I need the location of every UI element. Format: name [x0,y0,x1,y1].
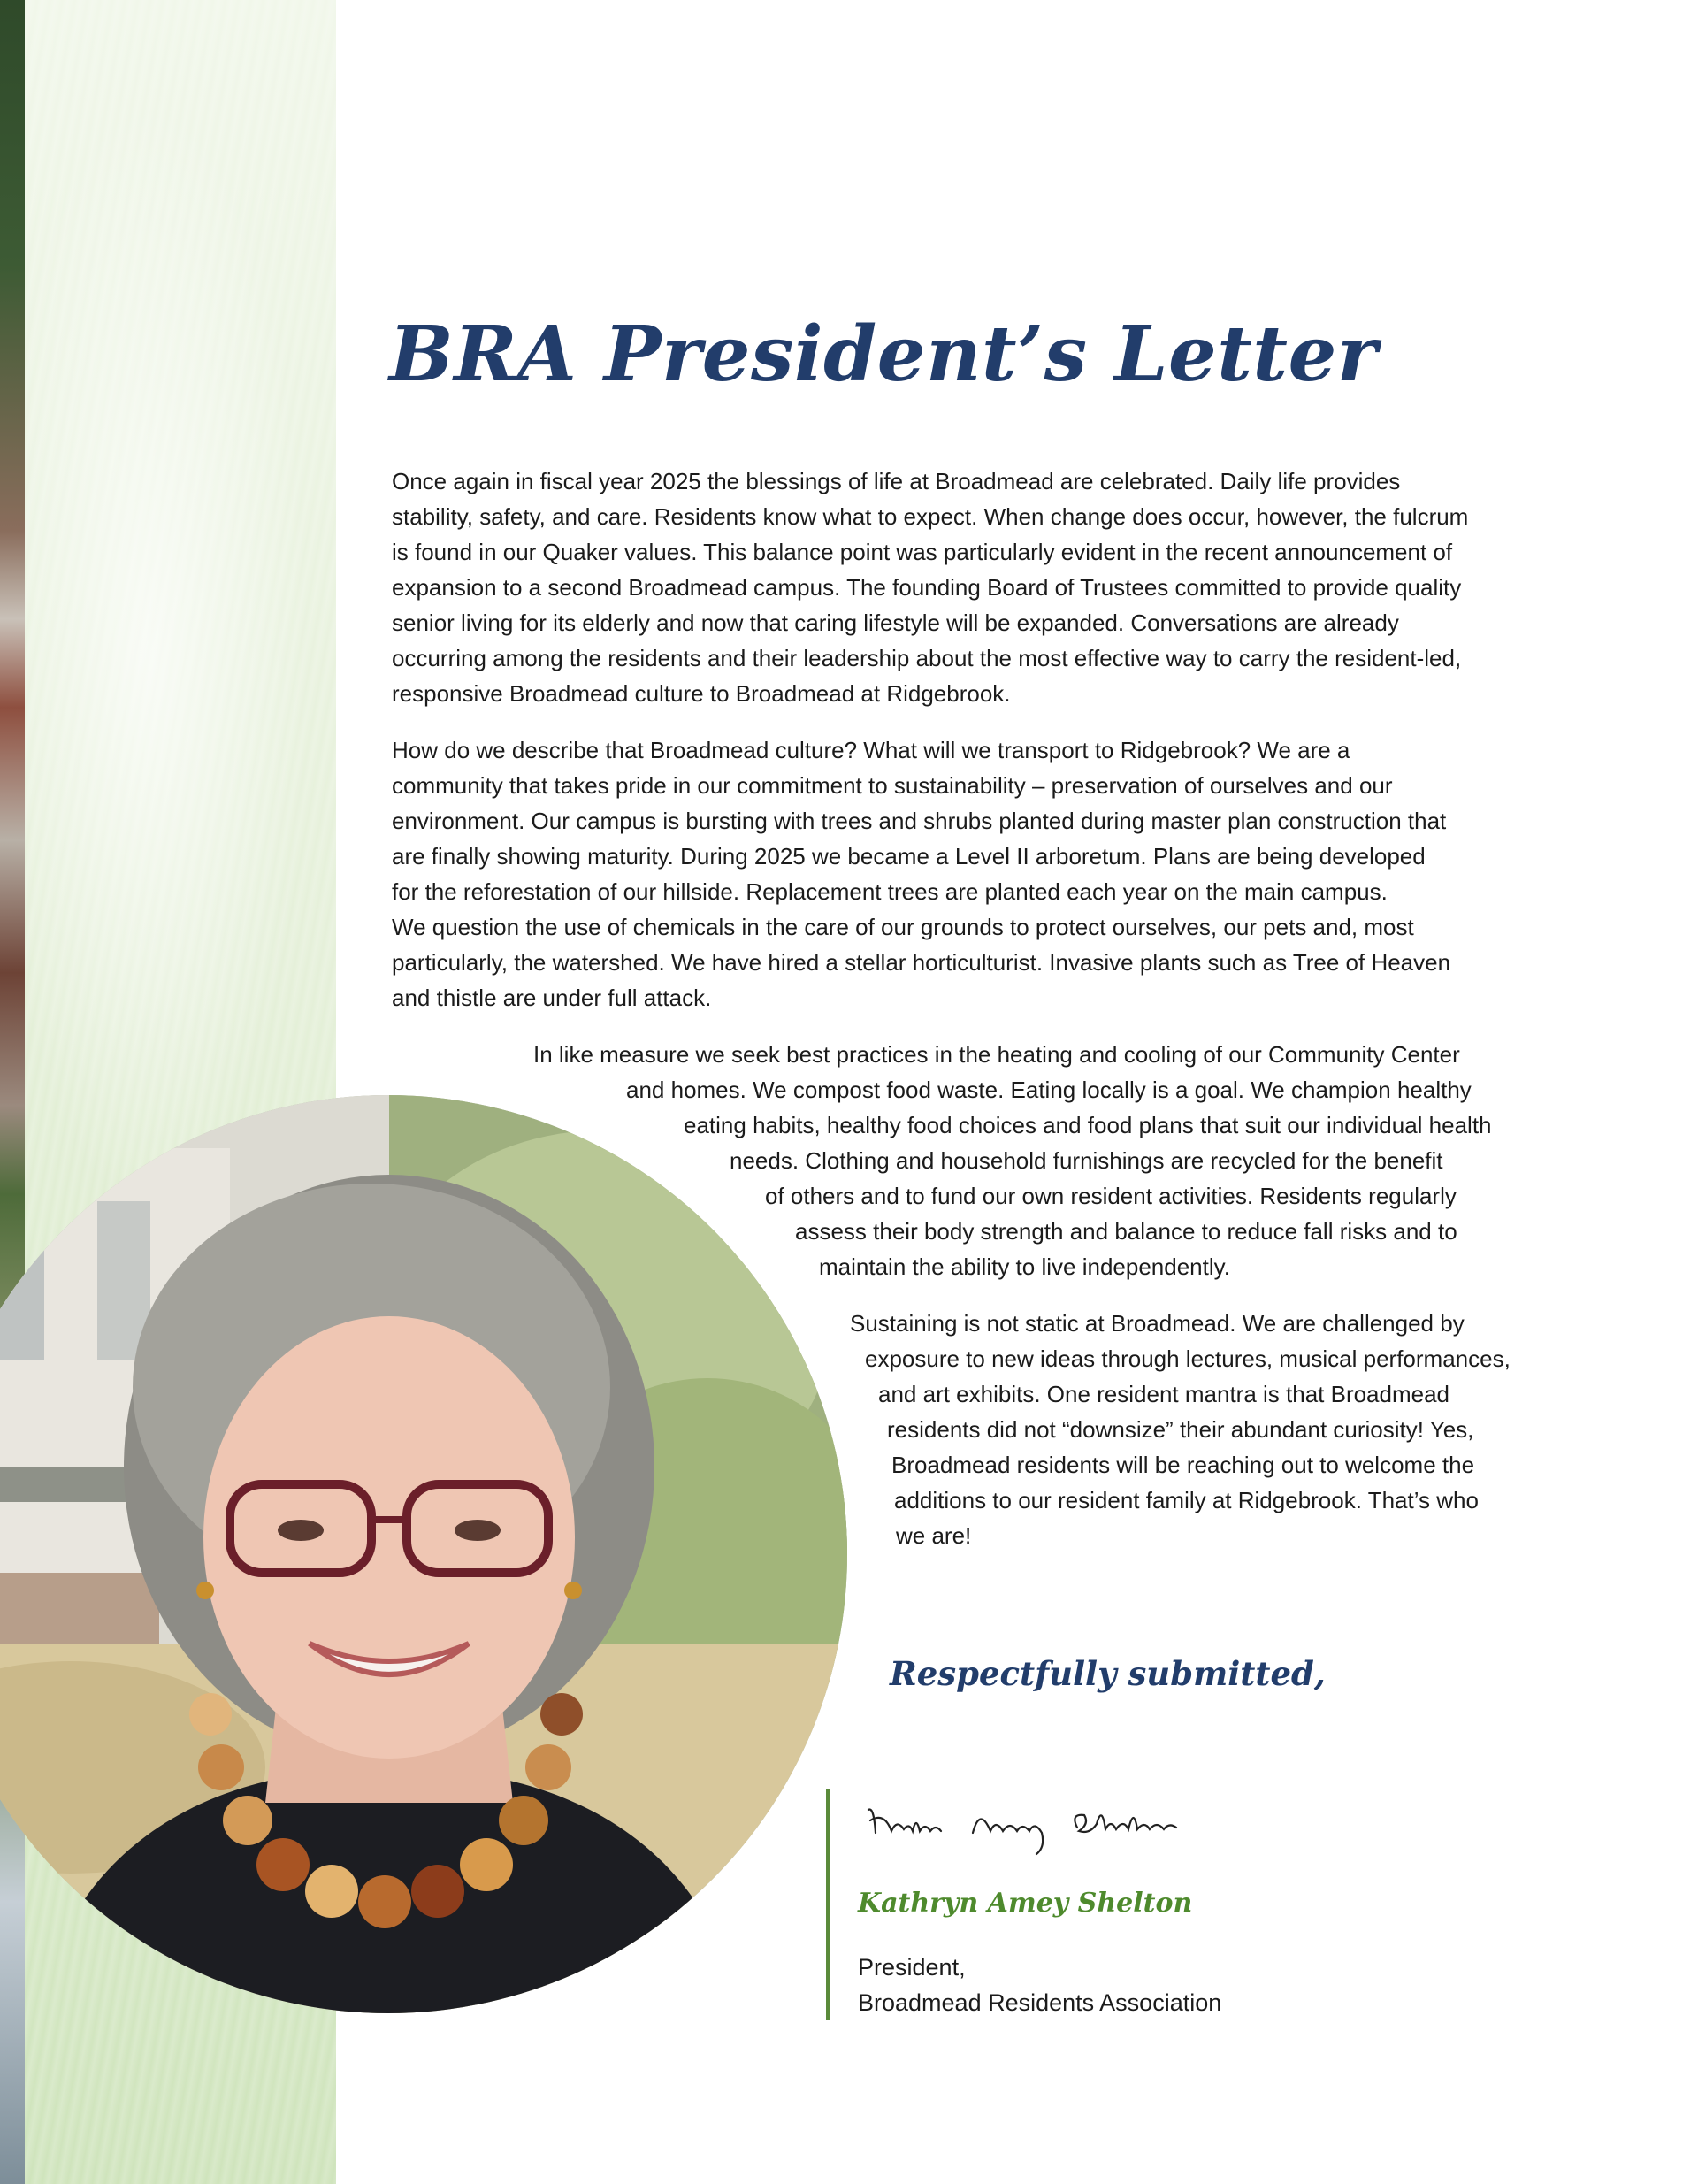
text-line: needs. Clothing and household furnishings are recycled for the benefit [730,1147,1443,1174]
text-line: eating habits, healthy food choices and food plans that suit our individual health [684,1112,1492,1138]
text-line: Broadmead residents will be reaching out to welcome the [891,1452,1475,1478]
text-line: expansion to a second Broadmead campus. The founding Board of Trustees committed to provide quality [392,574,1462,601]
page-title: BRA President’s Letter [389,310,1378,399]
signer-title: President, [858,1954,966,1981]
signer-name: Kathryn Amey Shelton [858,1888,1193,1919]
text-line: particularly, the watershed. We have hired a stellar horticulturist. Invasive plants such as Tree of Heaven [392,949,1451,976]
handwritten-signature [858,1789,1212,1859]
text-line: is found in our Quaker values. This balance point was particularly evident in the recent announcement of [392,539,1453,565]
text-line: maintain the ability to live independently. [819,1253,1230,1280]
text-line: responsive Broadmead culture to Broadmead at Ridgebrook. [392,680,1011,707]
paragraph-1 [392,464,1468,711]
signer-organization: Broadmead Residents Association [858,1989,1222,2016]
text-line: residents did not “downsize” their abundant curiosity! Yes, [887,1416,1474,1443]
text-line: of others and to fund our own resident activities. Residents regularly [765,1183,1457,1209]
text-line: are finally showing maturity. During 2025 we became a Level II arboretum. Plans are being developed [392,843,1426,870]
paragraph-4 [392,1306,1511,1553]
text-line: additions to our resident family at Ridgebrook. That’s who [894,1487,1479,1513]
signature-accent-bar [826,1789,830,2020]
text-line: we are! [896,1522,972,1549]
paragraph-2 [392,732,1450,1015]
signer-role [858,1950,1221,2020]
closing-salutation: Respectfully submitted, [890,1654,1326,1693]
text-line: exposure to new ideas through lectures, musical performances, [865,1345,1511,1372]
text-line: for the reforestation of our hillside. Replacement trees are planted each year on the main campus. [392,878,1388,905]
text-line: and art exhibits. One resident mantra is that Broadmead [878,1381,1450,1407]
text-line: environment. Our campus is bursting with trees and shrubs planted during master plan construction that [392,808,1447,834]
text-line: We question the use of chemicals in the care of our grounds to protect ourselves, our pets and, most [392,914,1414,940]
text-line: stability, safety, and care. Residents know what to expect. When change does occur, however, the fulcrum [392,503,1469,530]
text-line: occurring among the residents and their leadership about the most effective way to carry the resident-led, [392,645,1462,671]
text-line: Sustaining is not static at Broadmead. We are challenged by [850,1310,1465,1337]
text-line: community that takes pride in our commitment to sustainability – preservation of ourselves and our [392,772,1393,799]
text-line: and thistle are under full attack. [392,985,712,1011]
text-line: assess their body strength and balance to reduce fall risks and to [795,1218,1457,1245]
text-line: and homes. We compost food waste. Eating locally is a goal. We champion healthy [626,1077,1472,1103]
text-line: In like measure we seek best practices in the heating and cooling of our Community Center [533,1041,1460,1068]
paragraph-3 [392,1037,1492,1284]
text-line: senior living for its elderly and now that caring lifestyle will be expanded. Conversations are already [392,609,1399,636]
text-line: How do we describe that Broadmead culture? What will we transport to Ridgebrook? We are a [392,737,1350,763]
text-line: Once again in fiscal year 2025 the blessings of life at Broadmead are celebrated. Daily life provides [392,468,1401,494]
